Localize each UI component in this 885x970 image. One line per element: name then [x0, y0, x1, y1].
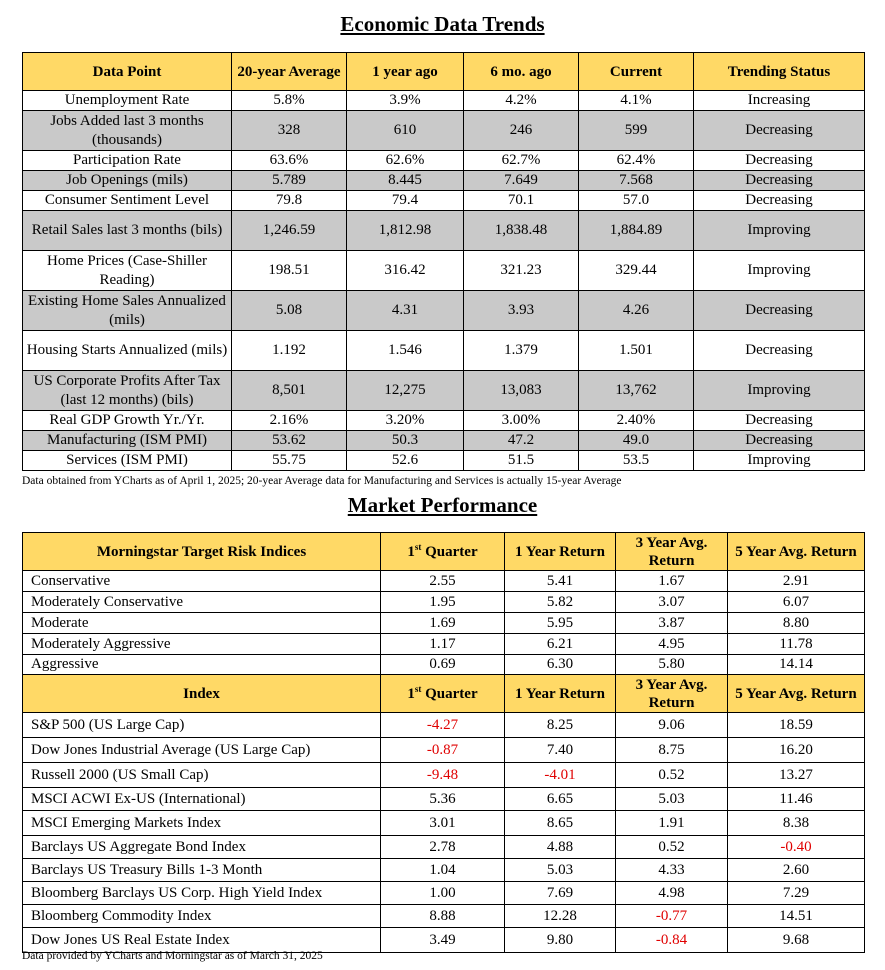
col-header-20yr-average: 20-year Average — [232, 53, 347, 91]
index-3yr-return-cell: 4.98 — [616, 882, 728, 905]
trending-status-cell: Decreasing — [694, 431, 865, 451]
risk-row — [23, 655, 865, 675]
6-mo-ago-cell: 246 — [464, 111, 579, 151]
index-row — [23, 763, 865, 788]
risk-col-header-quarter — [381, 533, 505, 571]
col-header-trending-status: Trending Status — [694, 53, 865, 91]
index-quarter-cell: 3.01 — [381, 811, 505, 836]
market-performance-table — [22, 532, 865, 953]
econ-row — [23, 331, 865, 371]
index-5yr-return-cell: 14.51 — [728, 905, 865, 928]
data-point-cell: Retail Sales last 3 months (bils) — [23, 211, 232, 251]
data-point-cell: Existing Home Sales Annualized (mils) — [23, 291, 232, 331]
index-1yr-return-cell: 6.65 — [505, 788, 616, 811]
1-year-ago-cell: 4.31 — [347, 291, 464, 331]
index-row — [23, 928, 865, 953]
risk-row — [23, 592, 865, 613]
risk-row — [23, 634, 865, 655]
index-quarter-cell: -0.87 — [381, 738, 505, 763]
market-performance-title: Market Performance — [347, 493, 538, 517]
6-mo-ago-cell: 1,838.48 — [464, 211, 579, 251]
data-point-cell: Participation Rate — [23, 151, 232, 171]
current-cell: 7.568 — [579, 171, 694, 191]
index-3yr-return-cell: 0.52 — [616, 763, 728, 788]
quarter-ordinal-suffix: st — [414, 683, 422, 694]
current-cell: 4.1% — [579, 91, 694, 111]
index-5yr-return-cell: 9.68 — [728, 928, 865, 953]
econ-row — [23, 211, 865, 251]
index-col-header-5yr: 5 Year Avg. Return — [728, 675, 865, 713]
trending-status-cell: Improving — [694, 211, 865, 251]
6-mo-ago-cell: 321.23 — [464, 251, 579, 291]
risk-quarter-cell: 1.17 — [381, 634, 505, 655]
index-5yr-return-cell: 16.20 — [728, 738, 865, 763]
data-point-cell: Jobs Added last 3 months (thousands) — [23, 111, 232, 151]
trending-status-cell: Improving — [694, 251, 865, 291]
20yr-average-cell: 1.192 — [232, 331, 347, 371]
index-quarter-cell: 5.36 — [381, 788, 505, 811]
risk-5yr-return-cell: 11.78 — [728, 634, 865, 655]
1-year-ago-cell: 50.3 — [347, 431, 464, 451]
risk-3yr-return-cell: 4.95 — [616, 634, 728, 655]
risk-col-header-5yr: 5 Year Avg. Return — [728, 533, 865, 571]
econ-row — [23, 411, 865, 431]
index-1yr-return-cell: 8.25 — [505, 713, 616, 738]
data-point-cell: Housing Starts Annualized (mils) — [23, 331, 232, 371]
quarter-number: 1 — [407, 685, 415, 702]
1-year-ago-cell: 12,275 — [347, 371, 464, 411]
current-cell: 53.5 — [579, 451, 694, 471]
trending-status-cell: Decreasing — [694, 191, 865, 211]
index-1yr-return-cell: 5.03 — [505, 859, 616, 882]
market-performance-footnote: Data provided by YCharts and Morningstar as of March 31, 2025 — [22, 950, 323, 962]
econ-row — [23, 451, 865, 471]
index-row — [23, 836, 865, 859]
index-col-header-3yr: 3 Year Avg. Return — [616, 675, 728, 713]
1-year-ago-cell: 79.4 — [347, 191, 464, 211]
index-1yr-return-cell: 12.28 — [505, 905, 616, 928]
data-point-cell: US Corporate Profits After Tax (last 12 months) (bils) — [23, 371, 232, 411]
1-year-ago-cell: 3.9% — [347, 91, 464, 111]
index-5yr-return-cell: 18.59 — [728, 713, 865, 738]
risk-3yr-return-cell: 1.67 — [616, 571, 728, 592]
risk-name-cell: Moderately Aggressive — [23, 634, 381, 655]
risk-quarter-cell: 2.55 — [381, 571, 505, 592]
risk-5yr-return-cell: 8.80 — [728, 613, 865, 634]
20yr-average-cell: 5.789 — [232, 171, 347, 191]
economic-data-table — [22, 52, 865, 471]
index-3yr-return-cell: 9.06 — [616, 713, 728, 738]
current-cell: 329.44 — [579, 251, 694, 291]
index-name-cell: Russell 2000 (US Small Cap) — [23, 763, 381, 788]
risk-1yr-return-cell: 5.82 — [505, 592, 616, 613]
col-header-current: Current — [579, 53, 694, 91]
1-year-ago-cell: 62.6% — [347, 151, 464, 171]
index-5yr-return-cell: 13.27 — [728, 763, 865, 788]
quarter-ordinal-suffix: st — [414, 541, 422, 552]
index-3yr-return-cell: 8.75 — [616, 738, 728, 763]
current-cell: 4.26 — [579, 291, 694, 331]
trending-status-cell: Decreasing — [694, 331, 865, 371]
6-mo-ago-cell: 1.379 — [464, 331, 579, 371]
index-1yr-return-cell: 4.88 — [505, 836, 616, 859]
index-name-cell: Barclays US Treasury Bills 1-3 Month — [23, 859, 381, 882]
trending-status-cell: Increasing — [694, 91, 865, 111]
risk-row — [23, 571, 865, 592]
1-year-ago-cell: 1.546 — [347, 331, 464, 371]
6-mo-ago-cell: 7.649 — [464, 171, 579, 191]
risk-name-cell: Conservative — [23, 571, 381, 592]
data-point-cell: Job Openings (mils) — [23, 171, 232, 191]
20yr-average-cell: 79.8 — [232, 191, 347, 211]
econ-row — [23, 251, 865, 291]
current-cell: 62.4% — [579, 151, 694, 171]
risk-5yr-return-cell: 2.91 — [728, 571, 865, 592]
index-row — [23, 811, 865, 836]
index-3yr-return-cell: -0.77 — [616, 905, 728, 928]
data-point-cell: Home Prices (Case-Shiller Reading) — [23, 251, 232, 291]
index-row — [23, 905, 865, 928]
index-col-header-quarter — [381, 675, 505, 713]
index-5yr-return-cell: -0.40 — [728, 836, 865, 859]
risk-name-cell: Moderate — [23, 613, 381, 634]
trending-status-cell: Improving — [694, 371, 865, 411]
econ-row — [23, 191, 865, 211]
20yr-average-cell: 8,501 — [232, 371, 347, 411]
index-col-header-name: Index — [23, 675, 381, 713]
6-mo-ago-cell: 13,083 — [464, 371, 579, 411]
risk-quarter-cell: 1.69 — [381, 613, 505, 634]
20yr-average-cell: 5.8% — [232, 91, 347, 111]
index-name-cell: Dow Jones Industrial Average (US Large Cap) — [23, 738, 381, 763]
trending-status-cell: Improving — [694, 451, 865, 471]
econ-row — [23, 171, 865, 191]
index-row — [23, 859, 865, 882]
col-header-6-mo-ago: 6 mo. ago — [464, 53, 579, 91]
20yr-average-cell: 198.51 — [232, 251, 347, 291]
6-mo-ago-cell: 70.1 — [464, 191, 579, 211]
risk-header-row — [23, 533, 865, 571]
20yr-average-cell: 1,246.59 — [232, 211, 347, 251]
index-row — [23, 882, 865, 905]
index-quarter-cell: 1.04 — [381, 859, 505, 882]
20yr-average-cell: 328 — [232, 111, 347, 151]
risk-quarter-cell: 0.69 — [381, 655, 505, 675]
1-year-ago-cell: 8.445 — [347, 171, 464, 191]
20yr-average-cell: 5.08 — [232, 291, 347, 331]
index-5yr-return-cell: 2.60 — [728, 859, 865, 882]
1-year-ago-cell: 1,812.98 — [347, 211, 464, 251]
col-header-1-year-ago: 1 year ago — [347, 53, 464, 91]
risk-1yr-return-cell: 5.95 — [505, 613, 616, 634]
trending-status-cell: Decreasing — [694, 111, 865, 151]
current-cell: 1.501 — [579, 331, 694, 371]
risk-name-cell: Aggressive — [23, 655, 381, 675]
index-name-cell: S&P 500 (US Large Cap) — [23, 713, 381, 738]
current-cell: 57.0 — [579, 191, 694, 211]
data-point-cell: Services (ISM PMI) — [23, 451, 232, 471]
index-5yr-return-cell: 8.38 — [728, 811, 865, 836]
data-point-cell: Unemployment Rate — [23, 91, 232, 111]
current-cell: 49.0 — [579, 431, 694, 451]
index-row — [23, 738, 865, 763]
index-name-cell: Bloomberg Commodity Index — [23, 905, 381, 928]
6-mo-ago-cell: 47.2 — [464, 431, 579, 451]
index-5yr-return-cell: 11.46 — [728, 788, 865, 811]
index-3yr-return-cell: -0.84 — [616, 928, 728, 953]
1-year-ago-cell: 3.20% — [347, 411, 464, 431]
risk-col-header-name: Morningstar Target Risk Indices — [23, 533, 381, 571]
econ-row — [23, 91, 865, 111]
index-quarter-cell: -9.48 — [381, 763, 505, 788]
index-quarter-cell: 2.78 — [381, 836, 505, 859]
risk-row — [23, 613, 865, 634]
econ-row — [23, 151, 865, 171]
6-mo-ago-cell: 51.5 — [464, 451, 579, 471]
6-mo-ago-cell: 4.2% — [464, 91, 579, 111]
data-point-cell: Consumer Sentiment Level — [23, 191, 232, 211]
6-mo-ago-cell: 3.93 — [464, 291, 579, 331]
risk-col-header-1yr: 1 Year Return — [505, 533, 616, 571]
quarter-number: 1 — [407, 543, 415, 560]
index-name-cell: Barclays US Aggregate Bond Index — [23, 836, 381, 859]
trending-status-cell: Decreasing — [694, 151, 865, 171]
6-mo-ago-cell: 62.7% — [464, 151, 579, 171]
risk-3yr-return-cell: 5.80 — [616, 655, 728, 675]
current-cell: 13,762 — [579, 371, 694, 411]
risk-1yr-return-cell: 6.21 — [505, 634, 616, 655]
20yr-average-cell: 55.75 — [232, 451, 347, 471]
index-1yr-return-cell: 9.80 — [505, 928, 616, 953]
20yr-average-cell: 2.16% — [232, 411, 347, 431]
20yr-average-cell: 53.62 — [232, 431, 347, 451]
quarter-word: Quarter — [421, 543, 478, 560]
trending-status-cell: Decreasing — [694, 411, 865, 431]
current-cell: 599 — [579, 111, 694, 151]
index-quarter-cell: 3.49 — [381, 928, 505, 953]
risk-col-header-3yr: 3 Year Avg. Return — [616, 533, 728, 571]
trending-status-cell: Decreasing — [694, 291, 865, 331]
index-quarter-cell: 1.00 — [381, 882, 505, 905]
econ-row — [23, 111, 865, 151]
index-name-cell: Dow Jones US Real Estate Index — [23, 928, 381, 953]
data-point-cell: Real GDP Growth Yr./Yr. — [23, 411, 232, 431]
col-header-data-point: Data Point — [23, 53, 232, 91]
risk-3yr-return-cell: 3.87 — [616, 613, 728, 634]
index-name-cell: Bloomberg Barclays US Corp. High Yield Index — [23, 882, 381, 905]
index-name-cell: MSCI Emerging Markets Index — [23, 811, 381, 836]
index-1yr-return-cell: 7.69 — [505, 882, 616, 905]
20yr-average-cell: 63.6% — [232, 151, 347, 171]
risk-5yr-return-cell: 6.07 — [728, 592, 865, 613]
index-3yr-return-cell: 0.52 — [616, 836, 728, 859]
index-header-row — [23, 675, 865, 713]
index-row — [23, 788, 865, 811]
index-row — [23, 713, 865, 738]
current-cell: 2.40% — [579, 411, 694, 431]
index-col-header-1yr: 1 Year Return — [505, 675, 616, 713]
index-1yr-return-cell: 8.65 — [505, 811, 616, 836]
econ-row — [23, 431, 865, 451]
econ-row — [23, 291, 865, 331]
economic-data-footnote: Data obtained from YCharts as of April 1, 2025; 20-year Average data for Manufacturing and Services is actually 15-year Average — [22, 475, 622, 487]
risk-5yr-return-cell: 14.14 — [728, 655, 865, 675]
index-1yr-return-cell: -4.01 — [505, 763, 616, 788]
6-mo-ago-cell: 3.00% — [464, 411, 579, 431]
trending-status-cell: Decreasing — [694, 171, 865, 191]
1-year-ago-cell: 316.42 — [347, 251, 464, 291]
index-3yr-return-cell: 5.03 — [616, 788, 728, 811]
data-point-cell: Manufacturing (ISM PMI) — [23, 431, 232, 451]
risk-1yr-return-cell: 6.30 — [505, 655, 616, 675]
economic-data-title: Economic Data Trends — [340, 12, 545, 36]
risk-name-cell: Moderately Conservative — [23, 592, 381, 613]
1-year-ago-cell: 610 — [347, 111, 464, 151]
risk-3yr-return-cell: 3.07 — [616, 592, 728, 613]
index-3yr-return-cell: 4.33 — [616, 859, 728, 882]
index-name-cell: MSCI ACWI Ex-US (International) — [23, 788, 381, 811]
risk-quarter-cell: 1.95 — [381, 592, 505, 613]
index-5yr-return-cell: 7.29 — [728, 882, 865, 905]
current-cell: 1,884.89 — [579, 211, 694, 251]
risk-1yr-return-cell: 5.41 — [505, 571, 616, 592]
index-1yr-return-cell: 7.40 — [505, 738, 616, 763]
index-quarter-cell: -4.27 — [381, 713, 505, 738]
quarter-word: Quarter — [421, 685, 478, 702]
index-quarter-cell: 8.88 — [381, 905, 505, 928]
1-year-ago-cell: 52.6 — [347, 451, 464, 471]
index-3yr-return-cell: 1.91 — [616, 811, 728, 836]
econ-row — [23, 371, 865, 411]
